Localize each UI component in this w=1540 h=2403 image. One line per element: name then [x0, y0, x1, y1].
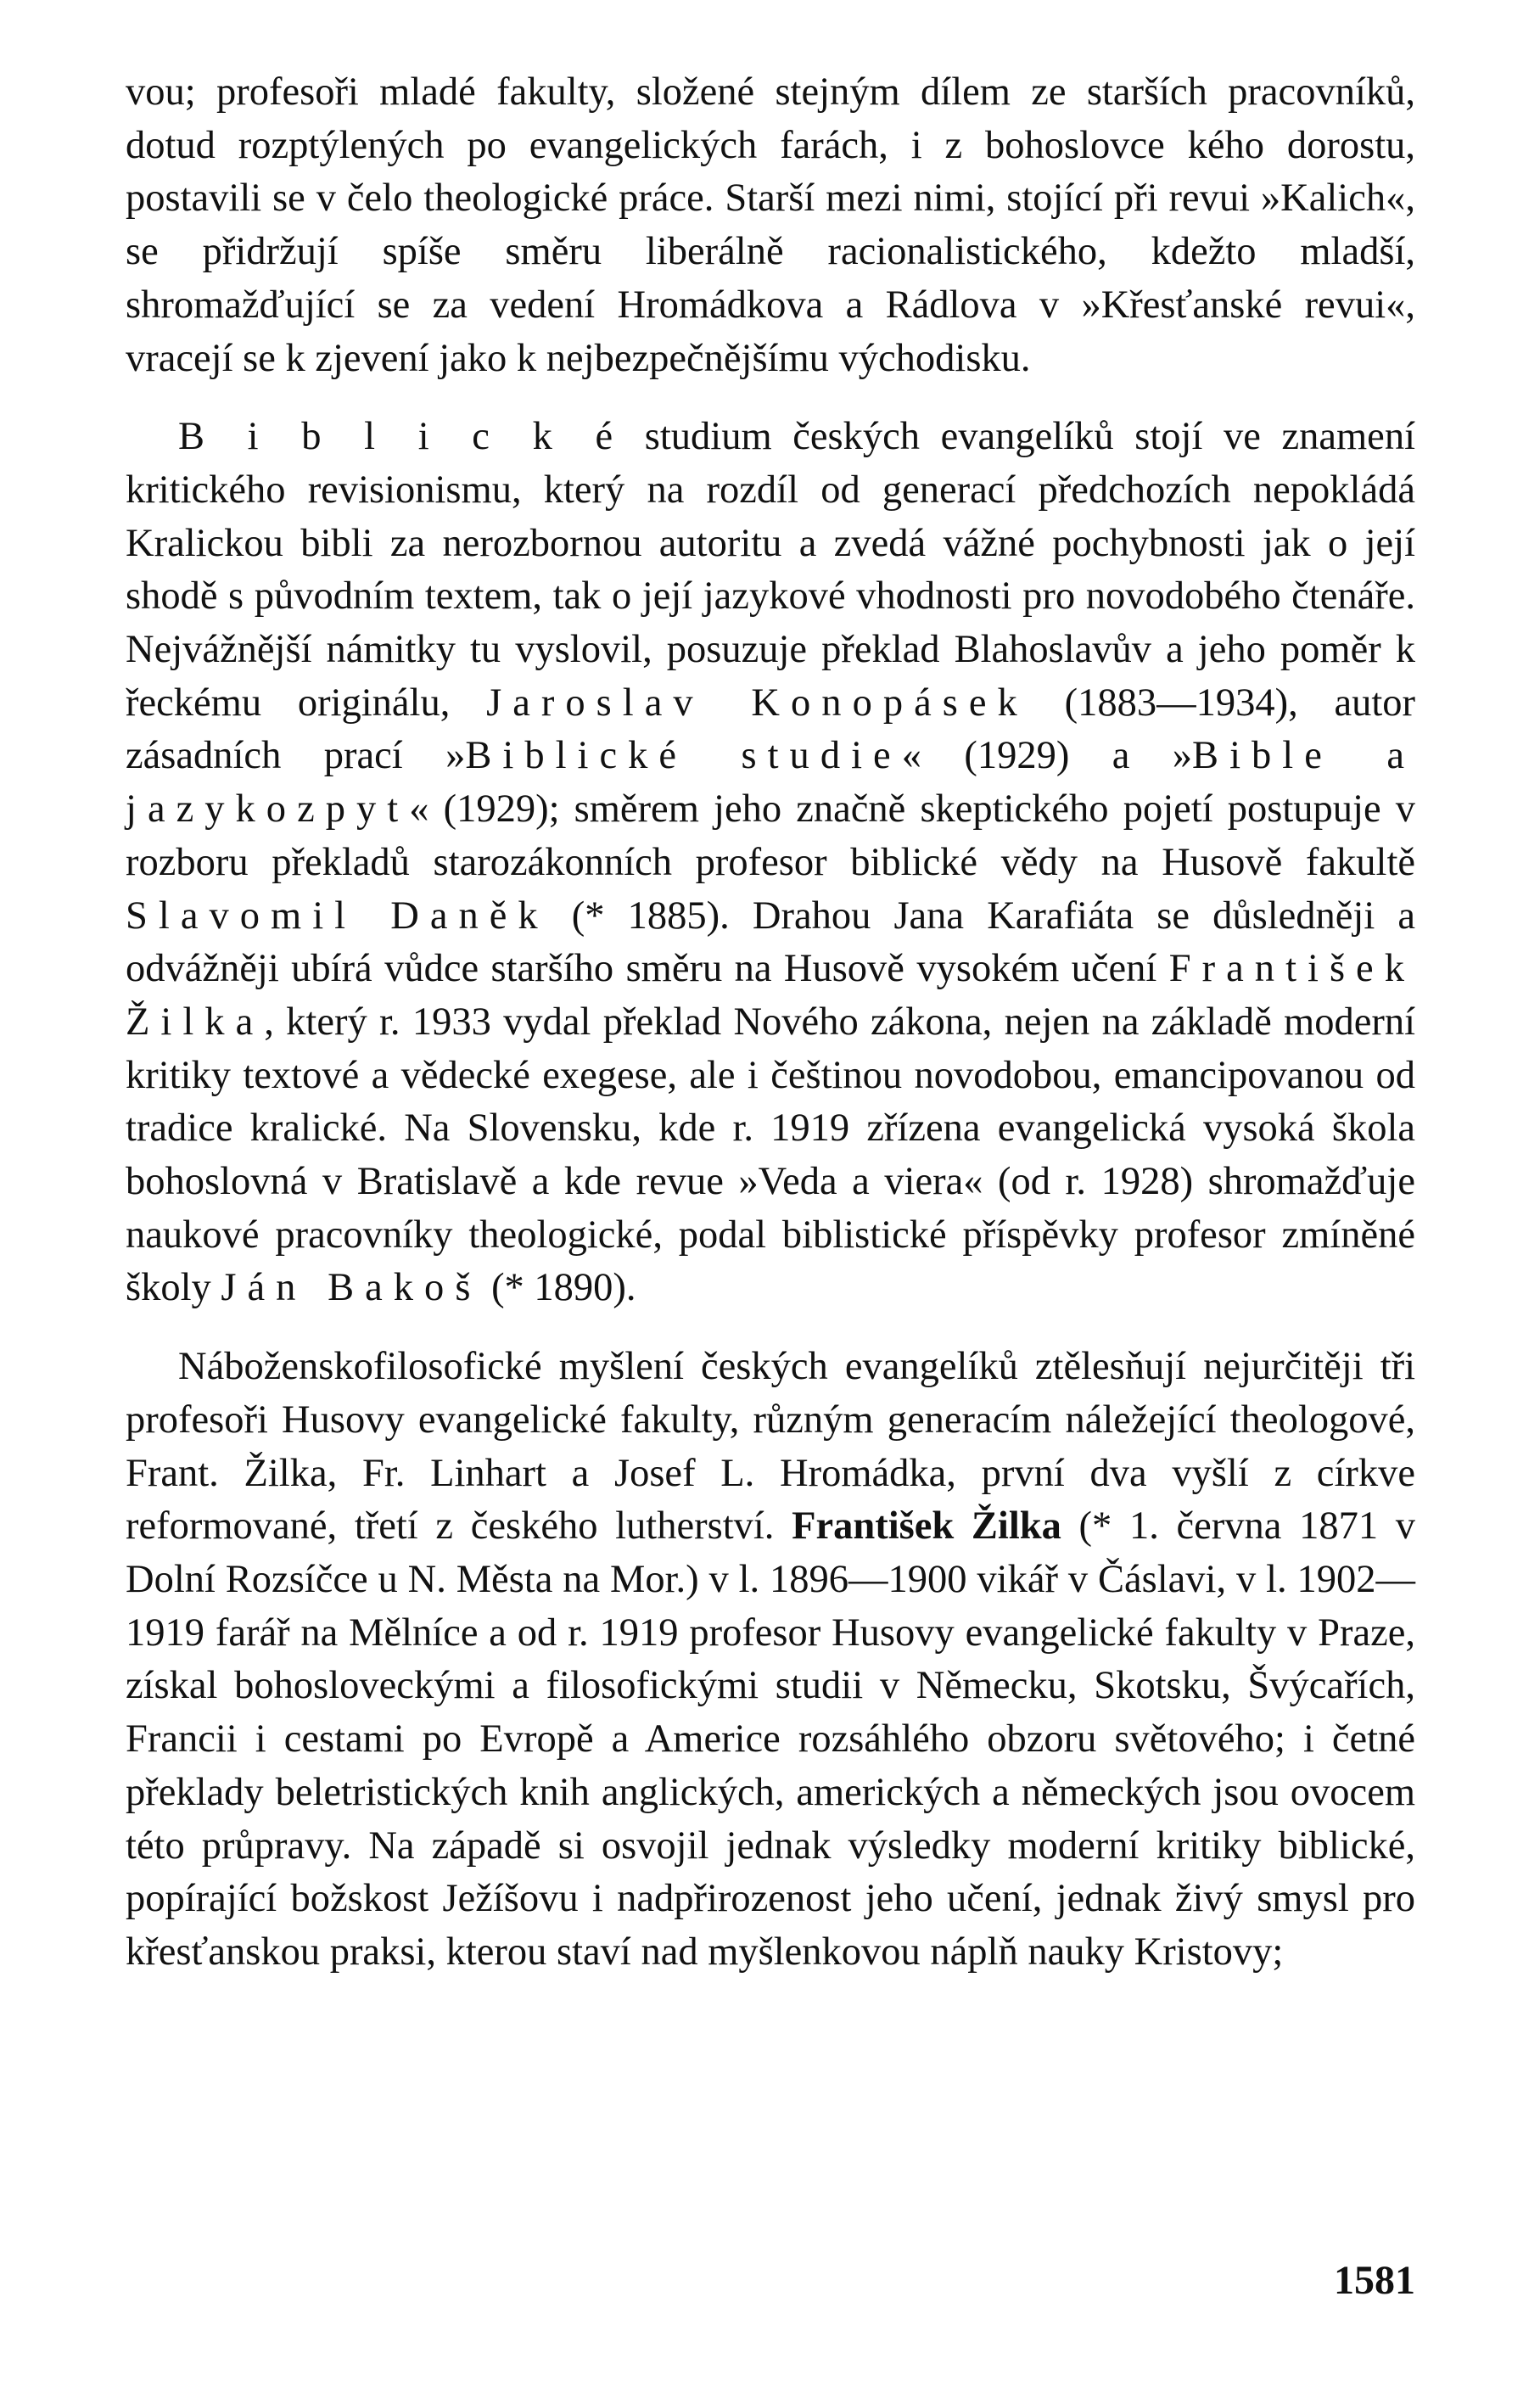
spaced-name: Ján Bakoš — [221, 1266, 482, 1310]
text-run: « (1929) a » — [901, 734, 1193, 778]
bold-name: František Žilka — [792, 1504, 1061, 1549]
page-number: 1581 — [1334, 2258, 1415, 2303]
text-run: (* 1. června 1871 v Dolní Rozsíčce u N. Města na Mor.) v l. 1896—1900 vikář v Čáslavi, v l. 1902—1919 farář na Mělníce a od r. 1919 profesor Husovy evangelické fakulty v Praze, získal bohosloveckými a filosofickými studii v Německu, Skotsku, Švýcařích, Francii i cestami po Evropě a Americe rozsáhlého obzoru světového; i četné překlady beletristických knih anglických, amerických a německých jsou ovocem této průpravy. Na západě si osvojil jednak výsledky moderní kritiky biblické, popírající božskost Ježíšovu i nadpřirozenost jeho učení, jednak živý smysl pro křesťanskou praksi, kterou staví nad myšlenkovou náplň nauky Kristovy; — [126, 1504, 1415, 1974]
text-run: (1883—1934), autor zásadních prací » — [126, 681, 1415, 778]
spaced-name: Jaroslav Konopásek — [486, 681, 1028, 725]
text-run: , který r. 1933 vydal překlad Nového zákona, nejen na základě moderní kritiky textové a vědecké exegese, ale i češtinou novodobou, emancipovanou od tradice kralické. Na Slovensku, kde r. 1919 zřízena evangelická vysoká škola bohoslovná v Bratislavě a kde revue »Veda a viera« (od r. 1928) shromažďuje naukové pracovníky theologické, podal biblistické příspěvky profesor zmíněné školy — [126, 1000, 1415, 1310]
paragraph-continuation: vou; profesoři mladé fakulty, složené stejným dílem ze starších pracovníků, dotud rozptýlených po evangelických farách, i z bohoslovce kého dorostu, postavili se v čelo theologické práce. Starší mezi nimi, stojící při revui »Kalich«, se přidržují spíše směru liberálně racionalistického, kdežto mladší, shromažďující se za vedení Hromádkova a Rádlova v »Křesťanské revui«, vracejí se k zjevení jako k nejbezpečnějšímu východisku. — [126, 70, 1415, 380]
text-run: studium českých evangelíků stojí ve znamení kritického revisionismu, který na rozdíl od generací předchozích nepokládá Kralickou bibli za nerozbornou autoritu a zvedá vážné pochybnosti jak o její shodě s původním textem, tak o její jazykové vhodnosti pro novodobého čtenáře. Nejvážnější námitky tu vyslovil, posuzuje překlad Blahoslavův a jeho poměr k řeckému originálu, — [126, 415, 1415, 725]
spaced-term: B i b l i c k é — [178, 415, 624, 459]
paragraph-biblical-studies — [126, 411, 1415, 1315]
paragraph-philosophy — [126, 1341, 1415, 1979]
spaced-title: Biblické studie — [465, 734, 902, 778]
page-body — [126, 66, 1415, 1980]
text-run: Náboženskofilosofické myšlení českých evangelíků ztělesňují nejurčitěji tři profesoři Husovy evangelické fakulty, různým generacím náležející theologové, Frant. Žilka, Fr. Linhart a Josef L. Hromádka, první dva vyšlí z církve reformované, třetí z českého lutherství. — [126, 1345, 1415, 1549]
spaced-title: Bible a jazykozpyt — [126, 734, 1415, 832]
text-run: (* 1890). — [481, 1266, 636, 1310]
spaced-name: František Žilka — [126, 947, 1415, 1044]
text-run: (* 1885). Drahou Jana Karafiáta se důsledněji a odvážněji ubírá vůdce staršího směru na Husově vysokém učení — [126, 893, 1415, 991]
spaced-name: Slavomil Daněk — [126, 893, 549, 938]
text-run: « (1929); směrem jeho značně skeptického pojetí postupuje v rozboru překladů starozákonních profesor biblické vědy na Husově fakultě — [126, 787, 1415, 884]
